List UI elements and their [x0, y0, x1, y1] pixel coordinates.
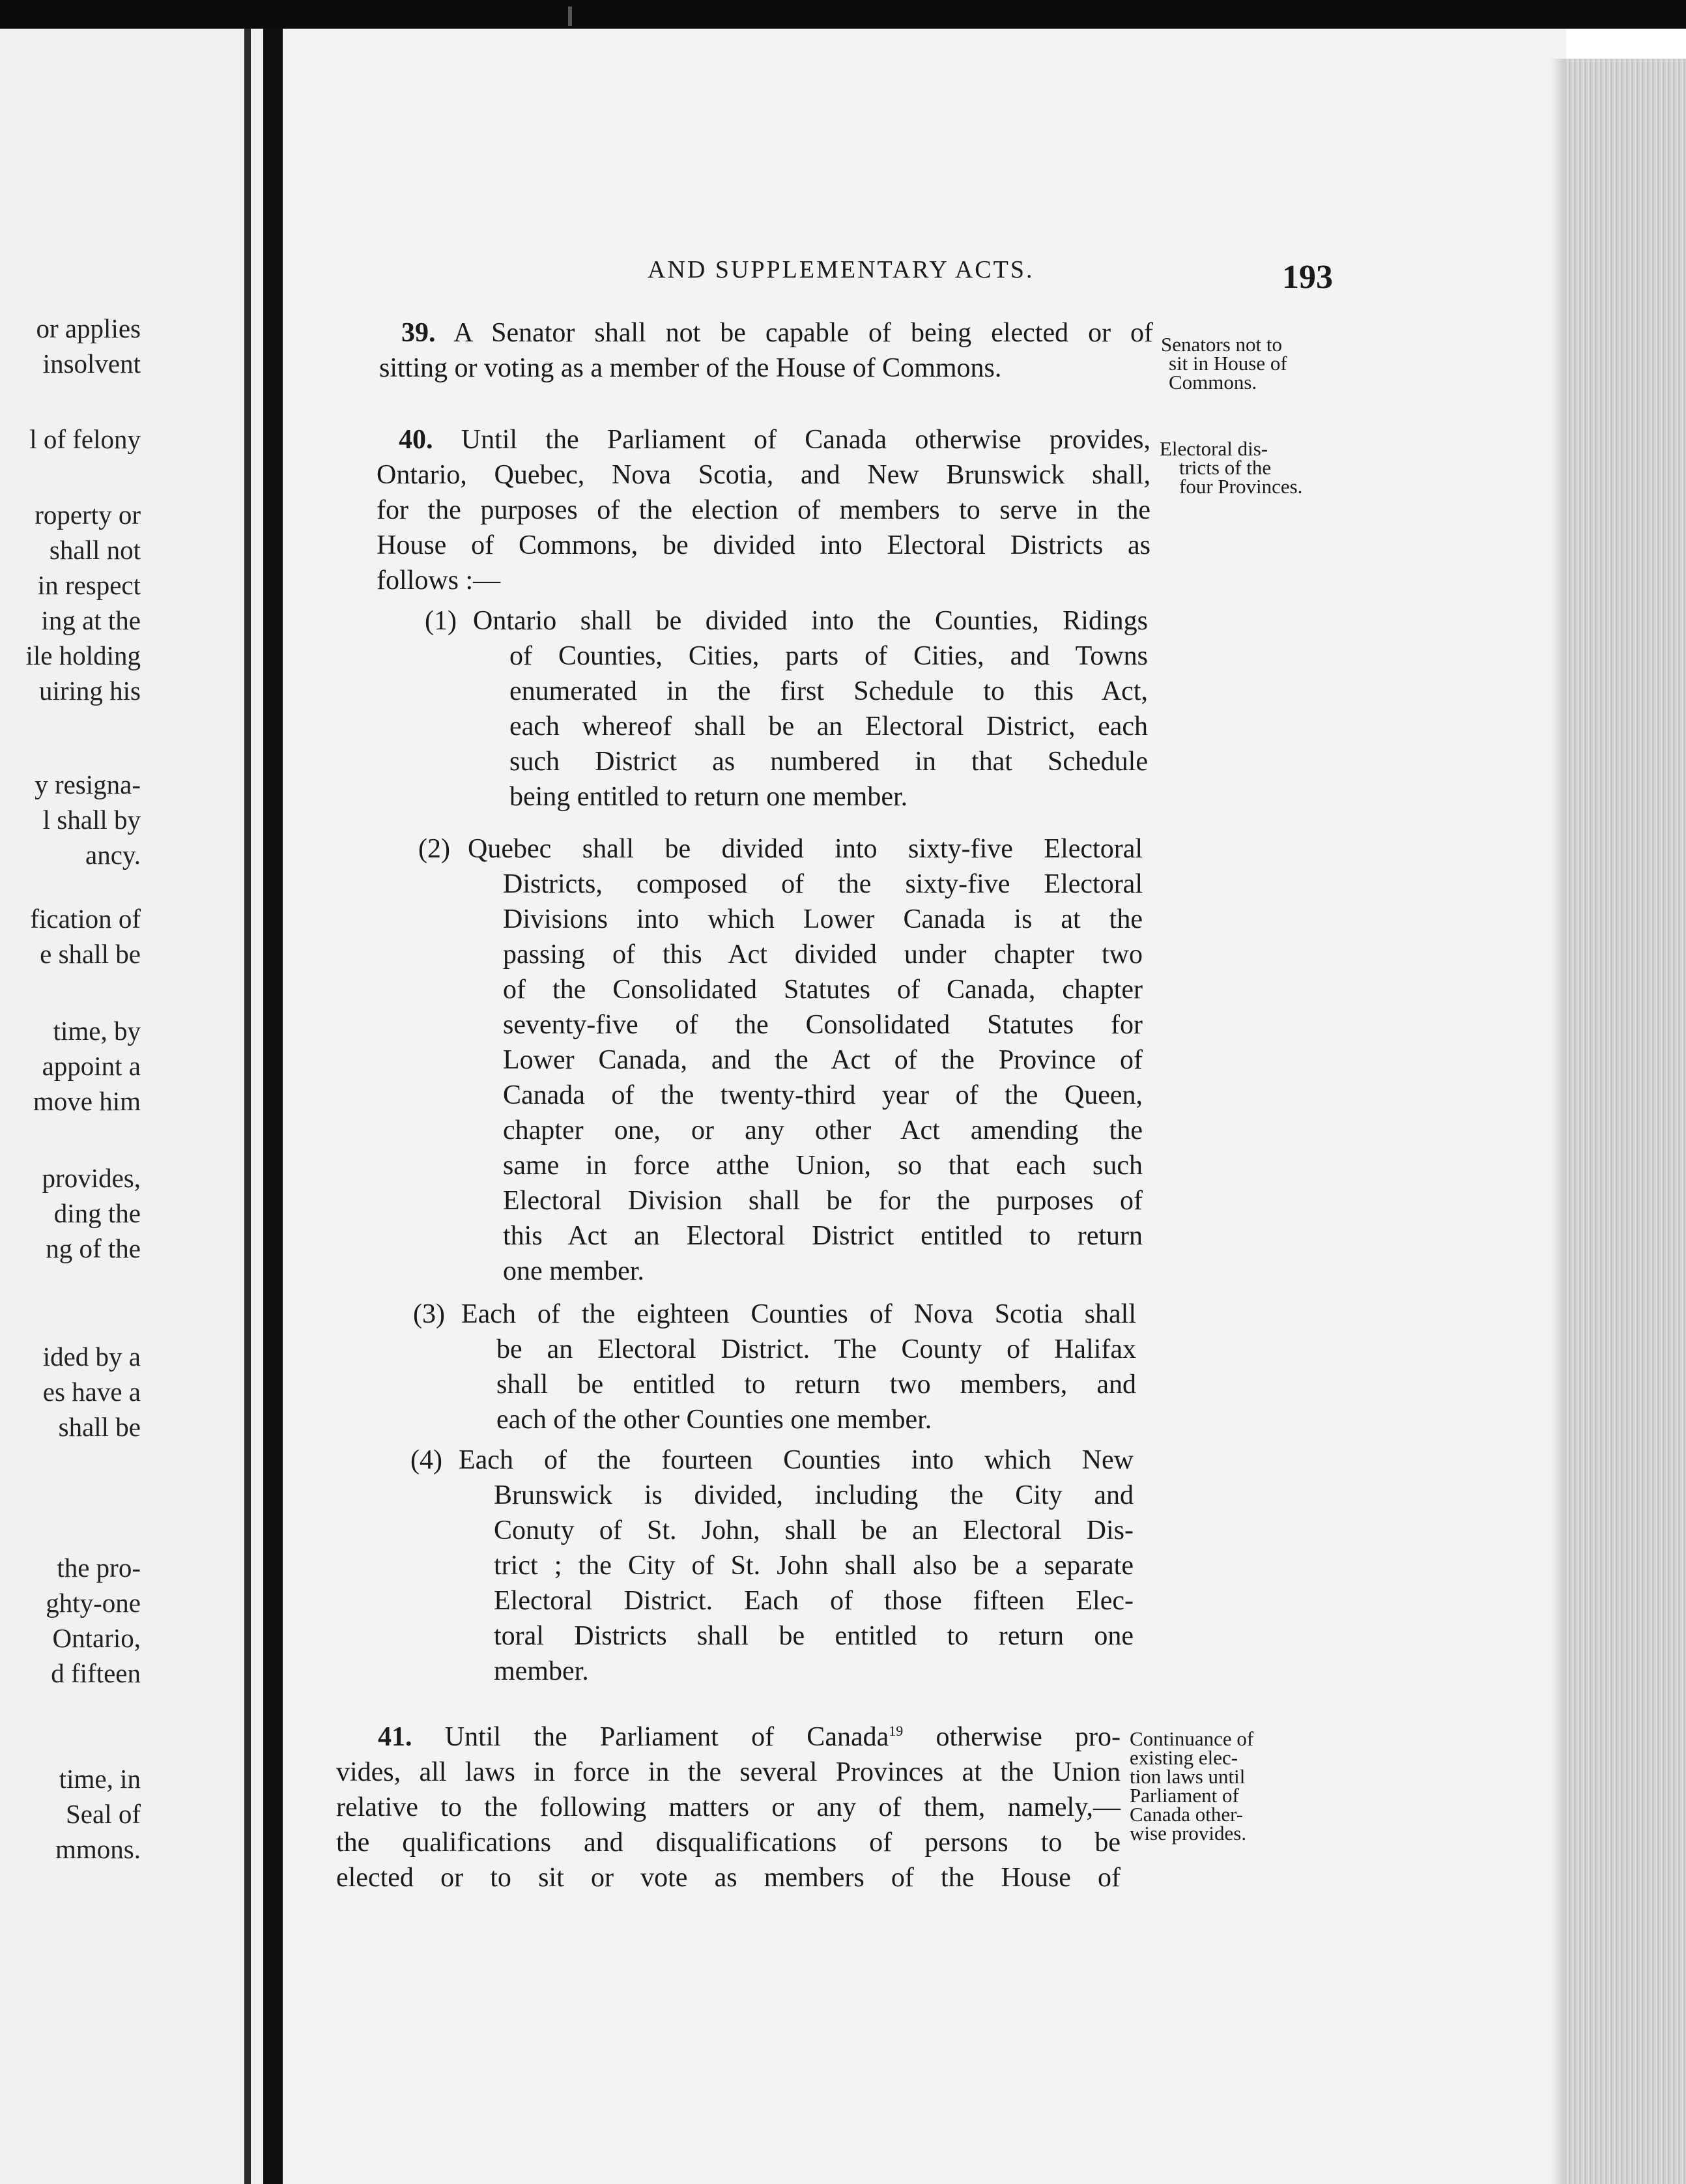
- left-page-text-fragment: move him: [33, 1086, 141, 1116]
- subsection-line: one member.: [503, 1256, 644, 1286]
- subsection-number: (2): [418, 834, 450, 864]
- section-number: 39.: [401, 318, 436, 348]
- subsection-line: seventy-five of the Consolidated Statutes for: [503, 1010, 1143, 1040]
- gutter-shadow: [244, 29, 251, 2184]
- subsection-line: Quebec shall be divided into sixty-five Electoral: [468, 834, 1143, 864]
- page-edge-shadow: [1550, 59, 1566, 2184]
- left-page-text-fragment: uiring his: [38, 676, 141, 706]
- left-page-text-fragment: in respect: [37, 570, 141, 600]
- subsection-line: Each of the eighteen Counties of Nova Scotia shall: [461, 1299, 1136, 1329]
- left-page-text-fragment: l shall by: [42, 805, 141, 835]
- marginal-note-40: [1160, 439, 1302, 496]
- section-41: [336, 1714, 1121, 1895]
- subsection-line: Canada of the twenty-third year of the Queen,: [503, 1080, 1143, 1110]
- subsection-1: [425, 603, 1149, 818]
- marginal-note-39: [1161, 335, 1287, 392]
- section-line: sitting or voting as a member of the House of Commons.: [379, 353, 1002, 383]
- section-line: for the purposes of the election of members to serve in the: [377, 495, 1150, 525]
- subsection-number: (3): [413, 1299, 445, 1329]
- left-page-text-fragment: es have a: [42, 1377, 141, 1407]
- subsection-line: enumerated in the first Schedule to this Act,: [509, 676, 1148, 706]
- subsection-line: Divisions into which Lower Canada is at the: [503, 904, 1143, 934]
- section-line: vides, all laws in force in the several Provinces at the Union: [336, 1757, 1121, 1787]
- subsection-line: chapter one, or any other Act amending the: [503, 1115, 1143, 1145]
- marginal-note-line: existing elec-: [1130, 1746, 1238, 1769]
- subsection-line: Conuty of St. John, shall be an Electoral Dis-: [494, 1516, 1134, 1545]
- left-page-text-fragment: Seal of: [66, 1799, 141, 1829]
- subsection-line: member.: [494, 1656, 589, 1686]
- section-line: relative to the following matters or any of them, namely,—: [336, 1792, 1121, 1822]
- running-head: AND SUPPLEMENTARY ACTS.: [648, 256, 1035, 283]
- section-line: follows :—: [377, 566, 501, 596]
- left-page-text-fragment: roperty or: [35, 500, 141, 530]
- marginal-note-line: four Provinces.: [1179, 475, 1303, 498]
- left-page-text-fragment: Ontario,: [52, 1623, 141, 1653]
- subsection-line: shall be entitled to return two members, and: [496, 1370, 1136, 1400]
- left-page-text-fragment: e shall be: [40, 939, 141, 969]
- section-line: Until the Parliament of Canada otherwise provides,: [461, 425, 1151, 455]
- subsection-4: [410, 1443, 1135, 1697]
- subsection-line: Brunswick is divided, including the City and: [494, 1480, 1134, 1510]
- section-line: elected or to sit or vote as members of the House of: [336, 1863, 1121, 1893]
- subsection-line: Electoral District. Each of those fifteen Elec-: [494, 1586, 1134, 1616]
- marginal-note-41: [1130, 1729, 1253, 1843]
- left-page-text-fragment: ancy.: [85, 840, 141, 870]
- page-number: 193: [1282, 259, 1333, 296]
- left-page-text-fragment: shall not: [49, 535, 141, 565]
- section-line: Until the Parliament of Canada: [444, 1722, 889, 1752]
- marginal-note-line: sit in House of: [1169, 352, 1287, 375]
- subsection-line: trict ; the City of St. John shall also be a separate: [494, 1551, 1134, 1581]
- subsection-line: Lower Canada, and the Act of the Province of: [503, 1045, 1143, 1075]
- left-page-text-fragment: ing at the: [41, 605, 141, 635]
- subsection-line: Electoral Division shall be for the purposes of: [503, 1186, 1143, 1216]
- left-page-text-fragment: ding the: [53, 1198, 141, 1228]
- left-page-text-fragment: d fifteen: [51, 1658, 141, 1688]
- subsection-line: each of the other Counties one member.: [496, 1405, 932, 1435]
- section-line: otherwise pro-: [936, 1722, 1121, 1752]
- book-gutter: [263, 29, 283, 2184]
- subsection-line: passing of this Act divided under chapter two: [503, 940, 1143, 970]
- scan-artifact-mark: [568, 7, 572, 26]
- subsection-line: be an Electoral District. The County of Halifax: [496, 1334, 1136, 1364]
- left-page-text-fragment: time, by: [53, 1016, 141, 1046]
- section-number: 40.: [399, 425, 433, 455]
- subsection-3: [413, 1297, 1137, 1446]
- subsection-number: (1): [425, 606, 457, 636]
- left-page-text-fragment: l of felony: [29, 424, 141, 454]
- marginal-note-line: Parliament of: [1130, 1784, 1239, 1807]
- left-page-text-fragment: ided by a: [42, 1342, 141, 1372]
- marginal-note-line: Continuance of: [1130, 1727, 1254, 1750]
- subsection-number: (4): [410, 1445, 442, 1475]
- left-page-text-fragment: appoint a: [42, 1051, 141, 1081]
- section-line: the qualifications and disqualifications of persons to be: [336, 1828, 1121, 1858]
- subsection-2: [418, 831, 1143, 1294]
- left-page-text-fragment: mmons.: [55, 1834, 141, 1864]
- subsection-line: Districts, composed of the sixty-five Electoral: [503, 869, 1143, 899]
- marginal-note-line: Electoral dis-: [1160, 437, 1268, 460]
- subsection-line: same in force atthe Union, so that each such: [503, 1151, 1143, 1181]
- left-page-fragment: [0, 29, 263, 2184]
- marginal-note-line: Commons.: [1169, 371, 1257, 394]
- marginal-note-line: Senators not to: [1161, 333, 1282, 356]
- left-page-text-fragment: provides,: [42, 1163, 141, 1193]
- subsection-line: each whereof shall be an Electoral District, each: [509, 711, 1148, 741]
- subsection-line: of the Consolidated Statutes of Canada, chapter: [503, 975, 1143, 1005]
- left-page-text-fragment: insolvent: [42, 349, 141, 379]
- left-page-text-fragment: ghty-one: [46, 1588, 141, 1618]
- footnote-reference: 19: [889, 1723, 904, 1739]
- marginal-note-line: tricts of the: [1179, 456, 1272, 479]
- marginal-note-line: tion laws until: [1130, 1765, 1246, 1788]
- section-line: Ontario, Quebec, Nova Scotia, and New Brunswick shall,: [377, 460, 1150, 490]
- section-number: 41.: [378, 1722, 412, 1752]
- left-page-text-fragment: ile holding: [25, 640, 141, 670]
- subsection-line: such District as numbered in that Schedule: [509, 747, 1148, 777]
- section-line: House of Commons, be divided into Electoral Districts as: [377, 530, 1150, 560]
- left-page-text-fragment: the pro-: [57, 1553, 141, 1583]
- marginal-note-line: Canada other-: [1130, 1803, 1244, 1826]
- left-page-text-fragment: fication of: [30, 904, 141, 934]
- left-page-text-fragment: time, in: [59, 1764, 141, 1794]
- subsection-line: Each of the fourteen Counties into which New: [459, 1445, 1134, 1475]
- marginal-note-line: wise provides.: [1130, 1822, 1247, 1845]
- subsection-line: being entitled to return one member.: [509, 782, 908, 812]
- left-page-text-fragment: shall be: [58, 1412, 141, 1442]
- page-stack-edge: [1566, 59, 1686, 2184]
- subsection-line: Ontario shall be divided into the Counties, Ridings: [473, 606, 1148, 636]
- section-line: A Senator shall not be capable of being elected or of: [453, 318, 1153, 348]
- subsection-line: of Counties, Cities, parts of Cities, and Towns: [509, 641, 1148, 671]
- left-page-text-fragment: ng of the: [46, 1233, 141, 1263]
- section-39: [379, 315, 1153, 386]
- scan-top-border: [0, 0, 1686, 29]
- section-40: [377, 422, 1150, 598]
- left-page-text-fragment: y resigna-: [35, 769, 141, 799]
- subsection-line: toral Districts shall be entitled to return one: [494, 1621, 1134, 1651]
- subsection-line: this Act an Electoral District entitled to return: [503, 1221, 1143, 1251]
- left-page-text-fragment: or applies: [36, 313, 141, 343]
